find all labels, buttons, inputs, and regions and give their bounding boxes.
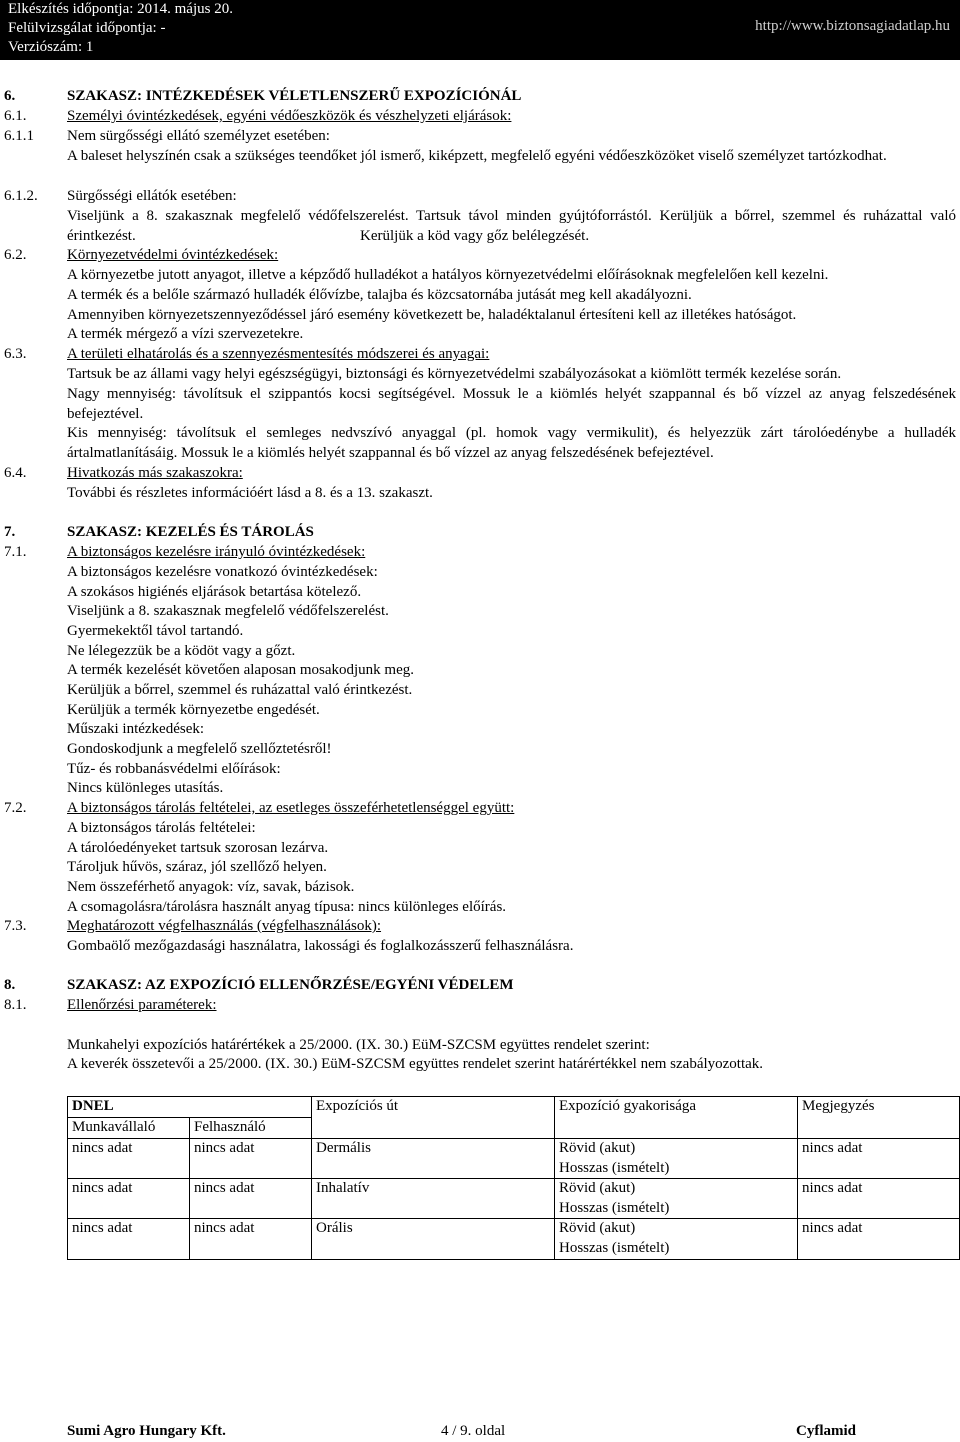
document-header — [0, 0, 960, 60]
column-header-frequency: Expozíció gyakorisága — [555, 1097, 798, 1139]
footer-product: Cyflamid — [796, 1423, 856, 1439]
section-7-1-line: A szokásos higiénés eljárások betartása kötelező. — [67, 584, 362, 600]
table-header-row — [68, 1097, 960, 1118]
section-7-2-line: Nem összeférhető anyagok: víz, savak, bázisok. — [67, 879, 355, 895]
section-7-2-line: Tároljuk hűvös, száraz, jól szellőző helyen. — [67, 859, 327, 875]
table-row — [68, 1219, 960, 1259]
section-8-1-number: 8.1. — [4, 997, 27, 1013]
cell-worker: nincs adat — [68, 1139, 190, 1179]
section-7-2-number: 7.2. — [4, 800, 27, 816]
dnel-title: DNEL — [68, 1097, 312, 1118]
frequency-acute: Rövid (akut) — [559, 1220, 636, 1237]
section-7-1-line: Tűz- és robbanásvédelmi előírások: — [67, 761, 281, 777]
cell-note: nincs adat — [798, 1219, 960, 1259]
section-6-number: 6. — [4, 88, 16, 104]
section-8-number: 8. — [4, 977, 16, 993]
cell-note: nincs adat — [798, 1179, 960, 1219]
section-6-3-line-2: Nagy mennyiség: távolítsuk el szippantós kocsi segítségével. Mossuk le a kiömlés helyét szappannal és bő vízzel az anyag felszedésének befejeztével. — [67, 386, 956, 422]
column-header-user: Felhasználó — [190, 1118, 312, 1139]
section-7-2-line: A biztonságos tárolás feltételei: — [67, 820, 256, 836]
version-number: Verziószám: 1 — [8, 39, 94, 55]
section-7-1-line: Nincs különleges utasítás. — [67, 780, 224, 796]
cell-user: nincs adat — [190, 1179, 312, 1219]
cell-worker: nincs adat — [68, 1219, 190, 1259]
section-7-1-line: A termék kezelését követően alaposan mosakodjunk meg. — [67, 662, 414, 678]
frequency-repeated: Hosszas (ismételt) — [559, 1239, 670, 1256]
dnel-table — [67, 1096, 960, 1260]
cell-frequency — [555, 1179, 798, 1219]
website-link[interactable]: http://www.biztonsagiadatlap.hu — [755, 18, 950, 34]
section-6-4-number: 6.4. — [4, 465, 27, 481]
footer-page-number: 4 / 9. oldal — [441, 1423, 506, 1439]
section-7-1-line: Kerüljük a bőrrel, szemmel és ruházattal való érintkezést. — [67, 682, 413, 698]
section-6-1-2-title: Sürgősségi ellátók esetében: — [67, 188, 237, 204]
section-6-1-2-text-b: Kerüljük a köd vagy gőz belélegzését. — [360, 228, 590, 244]
cell-user: nincs adat — [190, 1219, 312, 1259]
footer-company: Sumi Agro Hungary Kft. — [67, 1423, 226, 1439]
section-7-3-text: Gombaölő mezőgazdasági használatra, lakossági és foglalkozásszerű felhasználásra. — [67, 938, 574, 954]
section-7-1-line: Viseljünk a 8. szakasznak megfelelő védőfelszerelést. — [67, 603, 389, 619]
section-6-1-number: 6.1. — [4, 108, 27, 124]
section-7-1-line: Gondoskodjunk a megfelelő szellőztetésről! — [67, 741, 332, 757]
section-7-3-title: Meghatározott végfelhasználás (végfelhasználások): — [67, 918, 382, 934]
section-7-1-line: Műszaki intézkedések: — [67, 721, 205, 737]
table-row — [68, 1139, 960, 1179]
section-6-2-line-3: Amennyiben környezetszennyeződéssel járó esemény következett be, haladéktalanul értesíteni kell az illetékes hatóságot. — [67, 307, 797, 323]
section-7-title: SZAKASZ: KEZELÉS ÉS TÁROLÁS — [67, 524, 314, 540]
section-6-title: SZAKASZ: INTÉZKEDÉSEK VÉLETLENSZERŰ EXPOZÍCIÓNÁL — [67, 88, 522, 104]
section-7-1-line: Ne lélegezzük be a ködöt vagy a gőzt. — [67, 643, 296, 659]
section-6-1-2-text: Viseljünk a 8. szakasznak megfelelő védőfelszerelést. Tartsuk távol minden gyújtóforrástól. Kerüljük a bőrrel, szemmel és ruházattal való érintkezést. — [67, 208, 956, 244]
section-6-3-number: 6.3. — [4, 346, 27, 362]
frequency-repeated: Hosszas (ismételt) — [559, 1199, 670, 1216]
table-row — [68, 1179, 960, 1219]
section-6-1-title: Személyi óvintézkedések, egyéni védőeszközök és vészhelyzeti eljárások: — [67, 108, 512, 124]
section-7-1-number: 7.1. — [4, 544, 27, 560]
frequency-acute: Rövid (akut) — [559, 1180, 636, 1197]
cell-worker: nincs adat — [68, 1179, 190, 1219]
section-7-2-line: A tárolóedényeket tartsuk szorosan lezárva. — [67, 840, 329, 856]
section-8-1-title: Ellenőrzési paraméterek: — [67, 997, 217, 1013]
section-6-1-1-title: Nem sürgősségi ellátó személyzet esetében: — [67, 128, 330, 144]
section-6-4-title: Hivatkozás más szakaszokra: — [67, 465, 243, 481]
cell-route: Dermális — [312, 1139, 555, 1179]
column-header-note: Megjegyzés — [798, 1097, 960, 1139]
exposure-limits-text: Munkahelyi expozíciós határértékek a 25/2000. (IX. 30.) EüM-SZCSM együttes rendelet szerint: — [67, 1037, 650, 1053]
cell-route: Orális — [312, 1219, 555, 1259]
frequency-repeated: Hosszas (ismételt) — [559, 1159, 670, 1176]
mixture-components-text: A keverék összetevői a 25/2000. (IX. 30.) EüM-SZCSM együttes rendelet szerint határértékkel nem szabályozottak. — [67, 1056, 764, 1072]
section-6-1-1-number: 6.1.1 — [4, 128, 34, 144]
section-6-1-2-number: 6.1.2. — [4, 188, 38, 204]
section-6-1-1-text: A baleset helyszínén csak a szükséges teendőket jól ismerő, kiképzett, megfelelő egyéni védőeszközöket viselő személyzet tartózkodhat. — [67, 148, 887, 164]
prepared-date: Elkészítés időpontja: 2014. május 20. — [8, 1, 233, 17]
section-7-number: 7. — [4, 524, 16, 540]
cell-frequency — [555, 1219, 798, 1259]
section-6-3-line-3: Kis mennyiség: távolítsuk el semleges nedvszívó anyaggal (pl. homok vagy vermikulit), és helyezzük zárt tárolóedénybe a hulladék ártalmatlanításáig. Mossuk le a kiömlés helyét szappannal és bő vízzel az anyag felszedésének befejeztével. — [67, 425, 956, 461]
section-7-1-line: Kerüljük a termék környezetbe engedését. — [67, 702, 320, 718]
section-6-3-title: A területi elhatárolás és a szennyezésmentesítés módszerei és anyagai: — [67, 346, 490, 362]
cell-user: nincs adat — [190, 1139, 312, 1179]
section-7-1-title: A biztonságos kezelésre irányuló óvintézkedések: — [67, 544, 366, 560]
column-header-route: Expozíciós út — [312, 1097, 555, 1139]
section-6-3-line-1: Tartsuk be az állami vagy helyi egészségügyi, biztonsági és környezetvédelmi szabályozásokat a kiömlött termék kezelése során. — [67, 366, 842, 382]
section-7-2-title: A biztonságos tárolás feltételei, az esetleges összeférhetetlenséggel együtt: — [67, 800, 515, 816]
cell-note: nincs adat — [798, 1139, 960, 1179]
section-7-1-line: A biztonságos kezelésre vonatkozó óvintézkedések: — [67, 564, 378, 580]
column-header-worker: Munkavállaló — [68, 1118, 190, 1139]
frequency-acute: Rövid (akut) — [559, 1140, 636, 1156]
section-6-4-text: További és részletes információért lásd a 8. és a 13. szakaszt. — [67, 485, 433, 501]
section-6-2-line-4: A termék mérgező a vízi szervezetekre. — [67, 326, 304, 342]
section-6-2-line-2: A termék és a belőle származó hulladék élővízbe, talajba és közcsatornába jutását meg kell akadályozni. — [67, 287, 692, 303]
section-7-1-line: Gyermekektől távol tartandó. — [67, 623, 244, 639]
review-date: Felülvizsgálat időpontja: - — [8, 20, 166, 36]
section-7-2-line: A csomagolásra/tárolásra használt anyag típusa: nincs különleges előírás. — [67, 899, 507, 915]
cell-frequency — [555, 1139, 798, 1179]
section-6-2-line-1: A környezetbe jutott anyagot, illetve a képződő hulladékot a hatályos környezetvédelmi előírásoknak megfelelően kell kezelni. — [67, 267, 829, 283]
cell-route: Inhalatív — [312, 1179, 555, 1219]
section-7-3-number: 7.3. — [4, 918, 27, 934]
section-6-2-title: Környezetvédelmi óvintézkedések: — [67, 247, 279, 263]
section-8-title: SZAKASZ: AZ EXPOZÍCIÓ ELLENŐRZÉSE/EGYÉNI VÉDELEM — [67, 977, 514, 993]
section-6-2-number: 6.2. — [4, 247, 27, 263]
